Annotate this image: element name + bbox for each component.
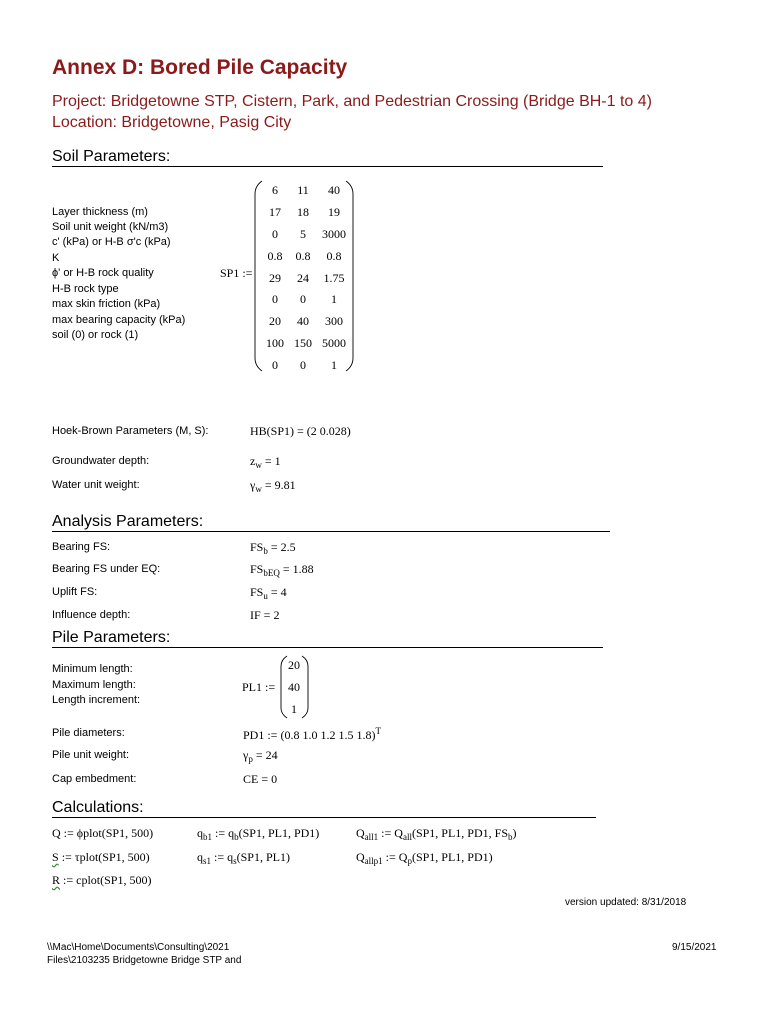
soil-label-phi: ϕ' or H-B rock quality — [52, 267, 154, 279]
sp1-row — [262, 202, 350, 224]
sp1-row — [262, 267, 350, 289]
pile-unit-weight-label: Pile unit weight: — [52, 749, 130, 761]
sp1-cell: 3000 — [322, 226, 346, 241]
soil-label-rock-type: H-B rock type — [52, 283, 119, 295]
pile-label-length-increment: Length increment: — [52, 694, 141, 706]
bearing-fs-eq-label: Bearing FS under EQ: — [52, 563, 161, 575]
uplift-fs-label: Uplift FS: — [52, 586, 98, 598]
calculations-heading-rule — [52, 817, 596, 818]
water-unit-weight-label: Water unit weight: — [52, 479, 140, 491]
sp1-cell: 0 — [300, 357, 306, 372]
sp1-matrix — [262, 180, 350, 376]
page-title: Annex D: Bored Pile Capacity — [52, 56, 348, 79]
analysis-heading-rule — [52, 531, 610, 532]
pile-label-max-length: Maximum length: — [52, 679, 136, 691]
footer-date: 9/15/2021 — [672, 942, 717, 953]
soil-label-layer-thickness: Layer thickness (m) — [52, 206, 148, 218]
pl1-cell: 20 — [288, 658, 300, 673]
soil-label-unit-weight: Soil unit weight (kN/m3) — [52, 221, 169, 233]
pile-diameters-label: Pile diameters: — [52, 727, 125, 739]
sp1-row — [262, 180, 350, 202]
soil-label-bearing-capacity: max bearing capacity (kPa) — [52, 314, 186, 326]
sp1-row — [262, 289, 350, 311]
hoek-brown-value: HB(SP1) = (2 0.028) — [250, 424, 351, 438]
sp1-cell: 17 — [269, 205, 281, 220]
sp1-cell: 300 — [325, 314, 343, 329]
analysis-parameters-heading: Analysis Parameters: — [52, 513, 204, 530]
sp1-row — [262, 333, 350, 355]
pile-heading-rule — [52, 647, 603, 648]
sp1-row — [262, 354, 350, 376]
soil-heading-rule — [52, 166, 603, 167]
calc-r-cplot: R := cplot(SP1, 500) — [52, 873, 152, 887]
calculations-heading: Calculations: — [52, 799, 144, 816]
bearing-fs-value: $FS_b = 2.5$ — [250, 540, 296, 556]
sp1-cell: 0.8 — [295, 248, 311, 263]
sp1-cell: 11 — [297, 183, 309, 198]
sp1-assign: SP1 := — [220, 266, 253, 280]
pl1-vector — [284, 655, 304, 720]
sp1-cell: 100 — [266, 335, 284, 350]
sp1-cell: 19 — [328, 205, 340, 220]
sp1-cell: 40 — [297, 314, 309, 329]
pile-diameters-value: PD1 := (0.8 1.0 1.2 1.5 1.8)$^T$ — [243, 726, 381, 742]
cap-embedment-label: Cap embedment: — [52, 773, 137, 785]
sp1-cell: 0 — [272, 292, 278, 307]
soil-label-cohesion: c' (kPa) or H-B σ'c (kPa) — [52, 236, 171, 248]
sp1-cell: 1 — [331, 357, 337, 372]
soil-parameters-heading: Soil Parameters: — [52, 148, 171, 165]
sp1-cell: 18 — [297, 205, 309, 220]
sp1-cell: 0 — [272, 357, 278, 372]
calc-qb1: $q_{b1}$ := $q_b(SP1$, PL1, PD1) — [197, 826, 320, 842]
calc-q-phiplot: Q := ϕplot(SP1, 500) — [52, 826, 154, 840]
calc-qall1: $Q_{all1}$ := $Q_{all}(SP1$, PL1, PD1, $FS_b$) — [356, 826, 517, 842]
footer-path-line-2: Files\2103235 Bridgetowne Bridge STP and — [47, 955, 242, 966]
bearing-fs-label: Bearing FS: — [52, 541, 111, 553]
sp1-cell: 0.8 — [326, 248, 342, 263]
sp1-row — [262, 224, 350, 246]
groundwater-label: Groundwater depth: — [52, 455, 150, 467]
sp1-cell: 29 — [269, 270, 281, 285]
pl1-row — [284, 677, 304, 699]
influence-depth-label: Influence depth: — [52, 609, 131, 621]
sp1-cell: 20 — [269, 314, 281, 329]
uplift-fs-value: $FS_u = 4$ — [250, 585, 287, 601]
sp1-cell: 24 — [297, 270, 309, 285]
location-line: Location: Bridgetowne, Pasig City — [52, 114, 292, 131]
sp1-cell: 0 — [300, 292, 306, 307]
pile-label-min-length: Minimum length: — [52, 663, 133, 675]
sp1-cell: 1 — [331, 292, 337, 307]
sp1-row — [262, 245, 350, 267]
project-line: Project: Bridgetowne STP, Cistern, Park, and Pedestrian Crossing (Bridge BH-1 to 4) — [52, 93, 652, 110]
water-unit-weight-value: $\gamma_w = 9.81$ — [250, 478, 296, 494]
sp1-cell: 1.75 — [323, 270, 345, 285]
groundwater-value: $z_w = 1$ — [250, 454, 281, 470]
soil-label-skin-friction: max skin friction (kPa) — [52, 298, 161, 310]
version-updated: version updated: 8/31/2018 — [565, 897, 687, 908]
pile-parameters-heading: Pile Parameters: — [52, 629, 171, 646]
pl1-cell: 1 — [291, 701, 297, 716]
sp1-cell: 0 — [272, 226, 278, 241]
pl1-cell: 40 — [288, 680, 300, 695]
bearing-fs-eq-value: $FS_{bEQ} = 1.88$ — [250, 562, 314, 578]
calc-qallp1: $Q_{allp1}$ := $Q_p(SP1$, PL1, PD1) — [356, 850, 493, 866]
pl1-assign: PL1 := — [242, 680, 276, 694]
footer-path-line-1: \\Mac\Home\Documents\Consulting\2021 — [47, 942, 230, 953]
hoek-brown-label: Hoek-Brown Parameters (M, S): — [52, 425, 209, 437]
sp1-cell: 40 — [328, 183, 340, 198]
calc-qs1: $q_{s1}$ := $q_s(SP1$, PL1) — [197, 850, 290, 866]
pl1-row — [284, 699, 304, 721]
sp1-row — [262, 311, 350, 333]
pl1-row — [284, 655, 304, 677]
sp1-cell: 5000 — [322, 335, 346, 350]
sp1-cell: 150 — [294, 335, 312, 350]
sp1-cell: 5 — [300, 226, 306, 241]
soil-label-k: K — [52, 252, 60, 264]
sp1-cell: 0.8 — [267, 248, 283, 263]
pile-unit-weight-value: $\gamma_p = 24$ — [243, 748, 278, 764]
influence-depth-value: IF = 2 — [250, 608, 280, 622]
sp1-cell: 6 — [272, 183, 278, 198]
cap-embedment-value: CE = 0 — [243, 772, 278, 786]
soil-label-soil-or-rock: soil (0) or rock (1) — [52, 329, 139, 341]
calc-s-tauplot: S := τplot(SP1, 500) — [52, 850, 150, 864]
